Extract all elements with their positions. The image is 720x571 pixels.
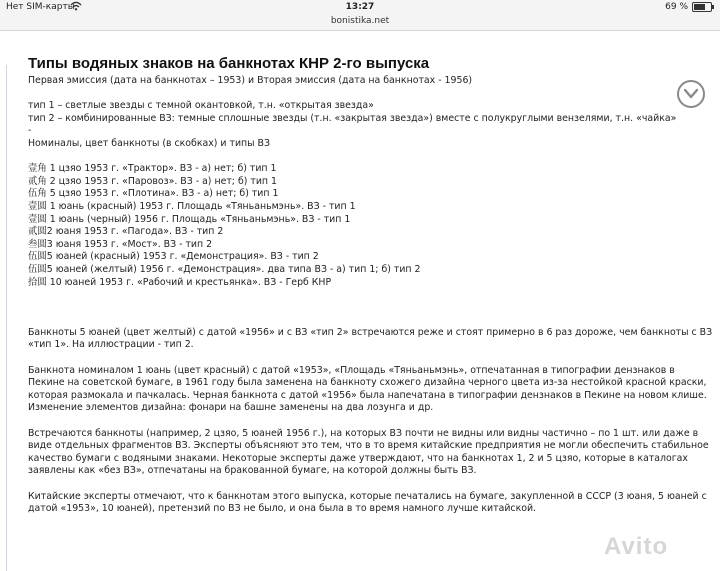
chevron-down-circle-icon (684, 88, 698, 100)
denomination-item: 伍圆5 юаней (желтый) 1956 г. «Демонстрация». два типа ВЗ - а) тип 1; б) тип 2 (28, 263, 421, 275)
address-bar[interactable] (0, 14, 720, 31)
denomination-item: 贰角 2 цзяо 1953 г. «Паровоз». ВЗ - а) нет; б) тип 1 (28, 175, 277, 187)
article-paragraph: Банкнота номиналом 1 юань (цвет красный) с датой «1953», «Площадь «Тяньаньмэнь», отпечатанная в типографии дензнаков в Пекине на советской бумаге, в 1961 году была заменена на банкноту схожего дизайна черного цвета из-за нестойкой красной краски, которая размокала и пачкалась. Черная банкнота с датой «1956» была напечатана в типографии дензнаков в Пекине на новом клише. Изменение элементов дизайна: фонари на башне заменены на два лозунга и др. (28, 364, 707, 414)
denomination-item: 拾圆 10 юаней 1953 г. «Рабочий и крестьянка». ВЗ - Герб КНР (28, 276, 332, 288)
avito-watermark: Avito (604, 533, 669, 560)
denomination-item: 壹圆 1 юань (черный) 1956 г. Площадь «Тяньаньмэнь». ВЗ - тип 1 (28, 213, 351, 225)
battery-icon (692, 2, 712, 12)
denomination-item: 贰圆2 юаня 1953 г. «Пагода». ВЗ - тип 2 (28, 226, 224, 238)
denomination-item: 伍角 5 цзяо 1953 г. «Плотина». ВЗ - а) нет; б) тип 1 (28, 188, 279, 200)
type-line: - (28, 125, 32, 137)
denomination-item: 伍圆5 юаней (красный) 1953 г. «Демонстрация». ВЗ - тип 2 (28, 251, 319, 263)
page-border (6, 65, 7, 571)
battery-percent: 69 % (665, 2, 688, 12)
carrier-label: Нет SIM-карты (6, 2, 75, 12)
clock: 13:27 (345, 2, 375, 12)
article-title: Типы водяных знаков на банкнотах КНР 2-го выпуска (28, 55, 430, 72)
article-content (28, 55, 714, 516)
article-subtitle: Первая эмиссия (дата на банкнотах – 1953) и Вторая эмиссия (дата на банкнотах - 1956) (28, 75, 473, 86)
denomination-item: 壹圆 1 юань (красный) 1953 г. Площадь «Тяньаньмэнь». ВЗ - тип 1 (28, 200, 356, 212)
article-paragraph: Китайские эксперты отмечают, что к банкнотам этого выпуска, которые печатались на бумаге, закупленной в СССР (3 юаня, 5 юаней с датой «1953», 10 юаней), претензий по ВЗ не было, и она была в то время намного лучше китайской. (28, 490, 707, 515)
web-page (0, 31, 720, 560)
url-text: bonistika.net (330, 16, 390, 26)
denominations-heading: Номиналы, цвет банкноты (в скобках) и типы ВЗ (28, 137, 270, 149)
ios-status-bar (0, 0, 720, 14)
scroll-down-button[interactable] (677, 80, 705, 108)
battery-status (665, 2, 712, 12)
type-line: тип 1 – светлые звезды с темной окантовкой, т.н. «открытая звезда» (28, 100, 374, 112)
type-line: тип 2 – комбинированные ВЗ: темные сплошные звезды (т.н. «закрытая звезда») вместе с полукруглыми вензелями, т.н. «чайка» (28, 112, 677, 124)
article-paragraph: Встречаются банкноты (например, 2 цзяо, 5 юаней 1956 г.), на которых ВЗ почти не видны или видны частично – по 1 шт. или даже в виде отдельных фрагментов ВЗ. Эксперты объясняют это тем, что в то время китайские предприятия не могли обеспечить стабильное качество бумаги с водяными знаками. Некоторые эксперты даже утверждают, что на банкнотах 1, 2 и 5 цзяо, которые в каталогах заявлены как «без ВЗ», отпечатаны на бракованной бумаге, на которой должны быть ВЗ. (28, 427, 709, 477)
denomination-item: 叁圆3 юаня 1953 г. «Мост». ВЗ - тип 2 (28, 238, 213, 250)
denomination-item: 壹角 1 цзяо 1953 г. «Трактор». ВЗ - а) нет; б) тип 1 (28, 163, 277, 175)
article-paragraph: Банкноты 5 юаней (цвет желтый) с датой «1956» и с ВЗ «тип 2» встречаются реже и стоят примерно в 6 раз дороже, чем банкноты с ВЗ «тип 1». На иллюстрации - тип 2. (28, 326, 713, 351)
